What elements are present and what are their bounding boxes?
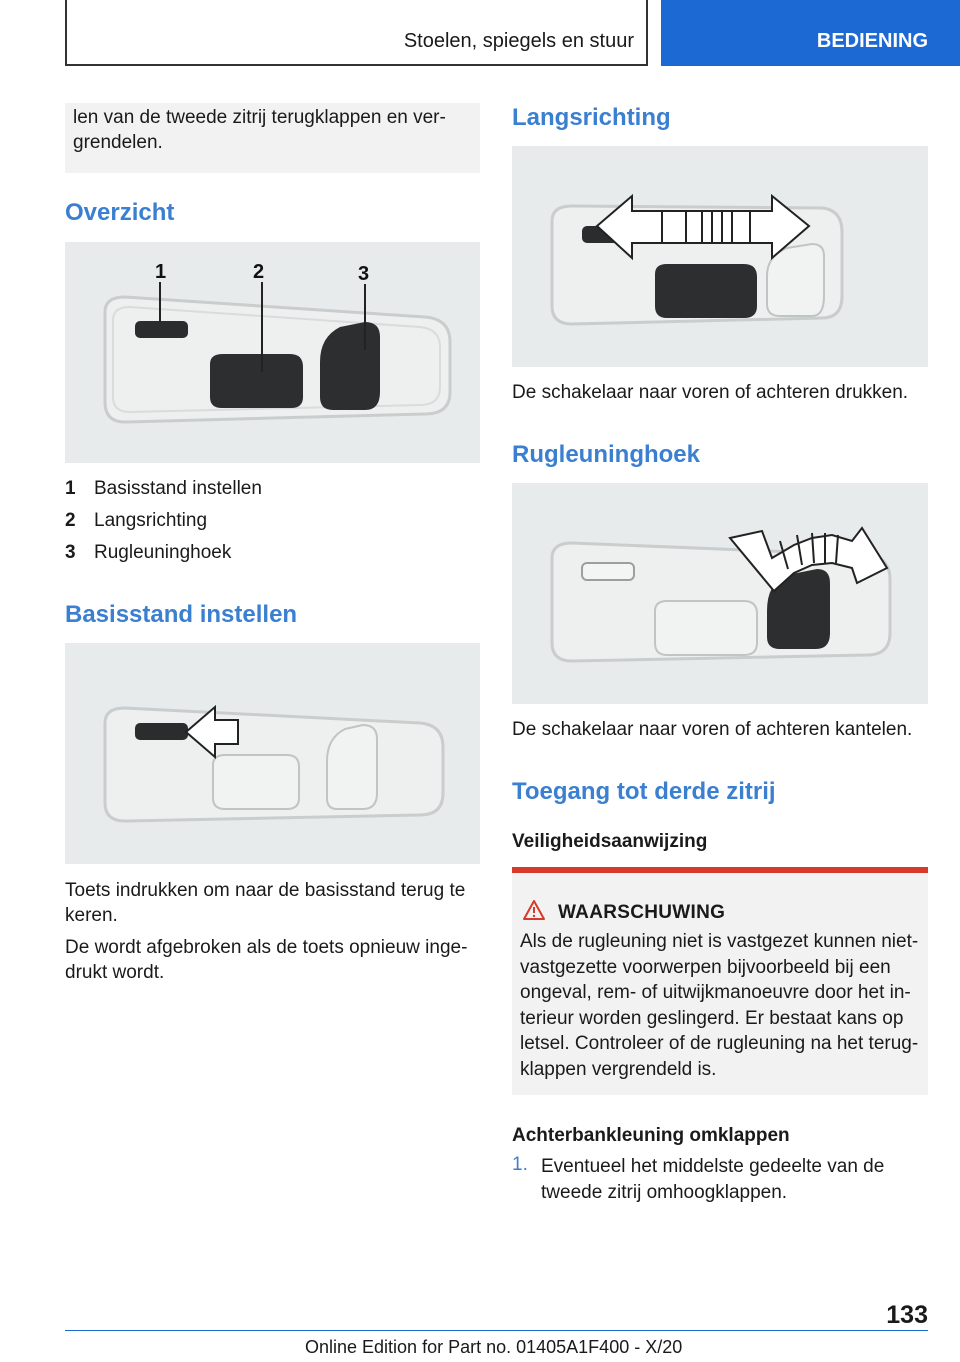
- continued-note: len van de tweede zitrij terugklappen en vergrendelen.: [65, 103, 480, 173]
- warning-title: WAARSCHUWING: [558, 902, 726, 923]
- warning-text: Als de rugleuning niet is vastgezet kunnen niet-vastgezette voorwerpen bijvoorbeeld bij een ongeval, rem- of uitwijkmanoeuvre door het interieur worden geslingerd. Er bestaat kans op letsel. Controleer of de rugleuning na het terugklappen vergrendeld is.: [520, 931, 919, 1080]
- step-number: 1.: [512, 1154, 528, 1175]
- warning-triangle-icon: [522, 899, 546, 921]
- legend-label: Rugleuninghoek: [94, 542, 232, 563]
- callout-3: 3: [358, 263, 370, 285]
- legend-num: 3: [65, 542, 76, 563]
- figure-basisstand-button: [65, 643, 480, 864]
- callout-2: 2: [253, 261, 265, 283]
- footer-edition-link[interactable]: Online Edition for Part no. 01405A1F400 - X/20: [305, 1337, 683, 1357]
- footer-divider: [65, 1330, 928, 1331]
- legend-num: 2: [65, 510, 76, 531]
- warning-box: [512, 867, 928, 1095]
- callout-1: 1: [155, 261, 167, 283]
- heading-basisstand: Basisstand instellen: [65, 601, 298, 628]
- header-section-box: [65, 0, 648, 66]
- header-chapter-tab[interactable]: [661, 0, 960, 66]
- heading-veiligheidsaanwijzing: Veiligheidsaanwijzing: [512, 831, 708, 852]
- basis-paragraph-1: Toets indrukken om naar de basisstand terug te keren.: [65, 880, 466, 926]
- step-text: Eventueel het middelste gedeelte van de tweede zitrij omhoogklappen.: [541, 1156, 885, 1203]
- heading-overzicht: Overzicht: [65, 199, 175, 226]
- legend-label: Basisstand instellen: [94, 478, 262, 499]
- heading-rugleuninghoek: Rugleuninghoek: [512, 441, 700, 468]
- figure-langsrichting: [512, 146, 928, 367]
- header-chapter-title: BEDIENING: [816, 30, 928, 52]
- heading-toegang-derde-zitrij: Toegang tot derde zitrij: [512, 778, 776, 805]
- langsrichting-text: De schakelaar naar voren of achteren drukken.: [512, 382, 909, 403]
- header-section-title: Stoelen, spiegels en stuur: [403, 30, 634, 52]
- heading-langsrichting: Langsrichting: [512, 104, 671, 131]
- page-number: 133: [886, 1301, 928, 1329]
- figure-seat-controls-overview: [65, 242, 480, 463]
- legend-label: Langsrichting: [94, 510, 208, 531]
- figure-rugleuninghoek: [512, 483, 928, 704]
- basis-paragraph-2: De wordt afgebroken als de toets opnieuw ingedrukt wordt.: [65, 937, 468, 983]
- rugleuninghoek-text: De schakelaar naar voren of achteren kantelen.: [512, 719, 913, 740]
- heading-achterbankleuning: Achterbankleuning omklappen: [512, 1125, 790, 1146]
- legend-num: 1: [65, 478, 76, 499]
